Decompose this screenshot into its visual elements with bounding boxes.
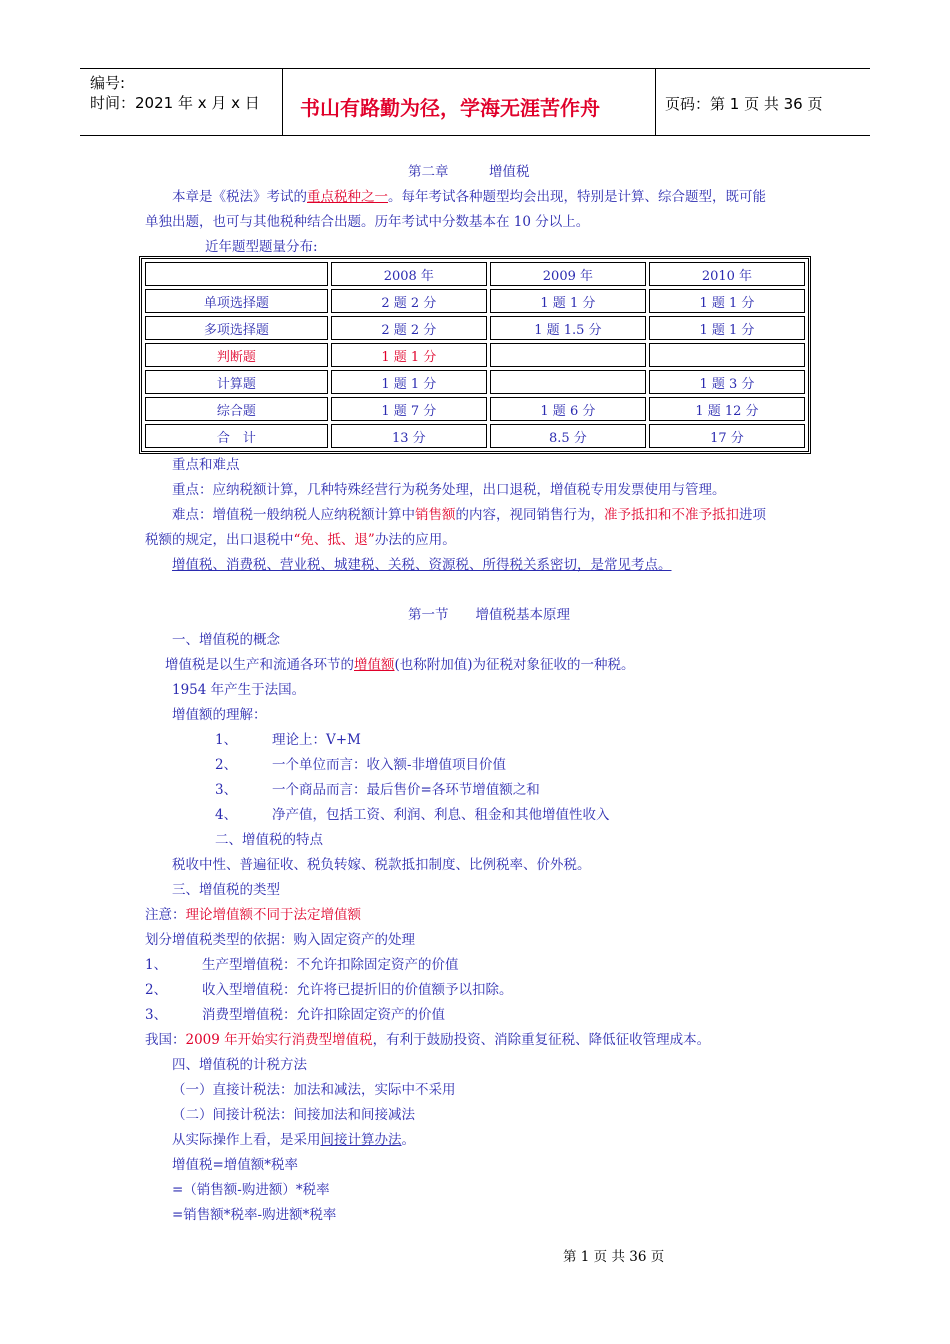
subsection-1-heading: 一、增值税的概念: [172, 632, 280, 648]
china-policy: [145, 1031, 710, 1049]
note-text: 理论增值额不同于法定增值额: [185, 907, 361, 923]
understand-label: 增值额的理解：: [172, 707, 267, 723]
intro-text-a: 本章是《税法》考试的: [172, 189, 307, 205]
practice-line: [172, 1131, 415, 1149]
table-cell: [490, 343, 646, 367]
def-text-a: 增值税是以生产和流通各环节的: [165, 657, 354, 673]
header-number-label: 编号:: [90, 74, 126, 92]
list-item-text: 理论上：V+M: [272, 732, 361, 748]
distribution-label: 近年题型题量分布:: [205, 239, 318, 255]
method-indirect: （二）间接计税法：间接加法和间接减法: [172, 1107, 415, 1123]
intro-highlight: 重点税种之一: [307, 189, 388, 205]
difficult-red-2: 准予抵扣和不准予抵扣: [604, 507, 739, 523]
list-item-num: 1、: [215, 732, 238, 748]
header-divider-2: [655, 68, 656, 136]
table-row: [145, 289, 805, 313]
difficult-red-1: 销售额: [415, 507, 456, 523]
subsection-3-heading: 三、增值税的类型: [172, 882, 280, 898]
formula-2: =（销售额-购进额）*税率: [172, 1182, 330, 1198]
type-text: 收入型增值税：允许将已提折旧的价值额予以扣除。: [202, 982, 513, 998]
table-header-cell: [145, 262, 328, 286]
china-highlight: 2009 年开始实行消费型增值税: [185, 1032, 373, 1048]
difficult-text-e: 办法的应用。: [374, 532, 456, 548]
table-cell: 合 计: [145, 424, 328, 448]
table-cell: 2 题 2 分: [331, 316, 487, 340]
vat-features: 税收中性、普遍征收、税负转嫁、税款抵扣制度、比例税率、价外税。: [172, 857, 591, 873]
table-cell: 1 题 12 分: [649, 397, 805, 421]
formula-1: 增值税=增值额*税率: [172, 1157, 299, 1173]
header-page-info: 页码：第 1 页 共 36 页: [665, 95, 823, 113]
table-cell: 1 题 1 分: [649, 316, 805, 340]
question-distribution-table: [139, 256, 811, 454]
table-row: [145, 370, 805, 394]
table-header-cell: 2009 年: [490, 262, 646, 286]
list-item-num: 2、: [215, 757, 238, 773]
table-cell: 1 题 1 分: [331, 370, 487, 394]
difficult-text-b: 的内容，视同销售行为，: [455, 507, 604, 523]
table-cell: 1 题 6 分: [490, 397, 646, 421]
table-cell: 1 题 1.5 分: [490, 316, 646, 340]
table-cell: 1 题 3 分: [649, 370, 805, 394]
table-row: [145, 316, 805, 340]
table-cell: 2 题 2 分: [331, 289, 487, 313]
header-divider-1: [282, 68, 283, 136]
table-cell: [649, 343, 805, 367]
list-item-text: 净产值，包括工资、利润、利息、租金和其他增值性收入: [272, 807, 610, 823]
table-row: [145, 343, 805, 367]
method-direct: （一）直接计税法：加法和减法，实际中不采用: [172, 1082, 456, 1098]
type-text: 生产型增值税：不允许扣除固定资产的价值: [202, 957, 459, 973]
table-cell: 多项选择题: [145, 316, 328, 340]
table-cell: 综合题: [145, 397, 328, 421]
difficult-line2: [145, 531, 456, 549]
table-header-row: [145, 262, 805, 286]
difficult-text-d: 税额的规定，出口退税中: [145, 532, 294, 548]
header-time-label: 时间：2021 年 x 月 x 日: [90, 94, 260, 112]
intro-text-b: 。每年考试各种题型均会出现，特别是计算、综合题型，既可能: [388, 189, 766, 205]
type-num: 2、: [145, 982, 168, 998]
list-item-text: 一个商品而言：最后售价=各环节增值额之和: [272, 782, 540, 798]
subsection-4-heading: 四、增值税的计税方法: [172, 1057, 307, 1073]
table-row: [145, 424, 805, 448]
table-cell: 1 题 1 分: [649, 289, 805, 313]
type-basis: 划分增值税类型的依据：购入固定资产的处理: [145, 932, 415, 948]
vat-definition: [165, 656, 635, 674]
table-cell: 判断题: [145, 343, 328, 367]
section-title: 第一节 增值税基本原理: [408, 607, 570, 623]
table-cell: 13 分: [331, 424, 487, 448]
practice-text-a: 从实际操作上看，是采用: [172, 1132, 321, 1148]
header-bottom-rule: [80, 135, 870, 136]
list-item-text: 一个单位而言：收入额-非增值项目价值: [272, 757, 507, 773]
table-cell: 1 题 1 分: [490, 289, 646, 313]
def-text-b: (也称附加值)为征税对象征收的一种税。: [394, 657, 635, 673]
difficult-red-3: “免、抵、退”: [293, 532, 375, 548]
page-footer: 第 1 页 共 36 页: [563, 1249, 665, 1265]
key-points: 重点：应纳税额计算，几种特殊经营行为税务处理，出口退税，增值税专用发票使用与管理。: [172, 482, 726, 498]
china-text: ，有利于鼓励投资、消除重复征税、降低征收管理成本。: [372, 1032, 711, 1048]
type-num: 3、: [145, 1007, 168, 1023]
china-label: 我国：: [145, 1032, 186, 1048]
practice-text-b: 。: [401, 1132, 415, 1148]
difficult-text-c: 进项: [739, 507, 766, 523]
type-text: 消费型增值税：允许扣除固定资产的价值: [202, 1007, 445, 1023]
note-line: [145, 906, 361, 924]
header-motto: 书山有路勤为径，学海无涯苦作舟: [300, 96, 600, 120]
difficult-line1: [172, 506, 766, 524]
type-num: 1、: [145, 957, 168, 973]
table-cell: 1 题 7 分: [331, 397, 487, 421]
vat-origin: 1954 年产生于法国。: [172, 682, 306, 698]
def-highlight: 增值额: [354, 657, 395, 673]
table-cell: 17 分: [649, 424, 805, 448]
table-row: [145, 397, 805, 421]
table-header-cell: 2008 年: [331, 262, 487, 286]
table-cell: 1 题 1 分: [331, 343, 487, 367]
list-item-num: 3、: [215, 782, 238, 798]
intro-paragraph-line2: 单独出题，也可与其他税种结合出题。历年考试中分数基本在 10 分以上。: [145, 214, 590, 230]
table-cell: 8.5 分: [490, 424, 646, 448]
key-title: 重点和难点: [172, 457, 240, 473]
formula-3: =销售额*税率-购进额*税率: [172, 1207, 337, 1223]
related-taxes-note: 增值税、消费税、营业税、城建税、关税、资源税、所得税关系密切，是常见考点。: [172, 557, 672, 573]
table-cell: [490, 370, 646, 394]
subsection-2-heading: 二、增值税的特点: [215, 832, 323, 848]
table-cell: 计算题: [145, 370, 328, 394]
header-top-rule: [80, 68, 870, 69]
difficult-text-a: 难点：增值税一般纳税人应纳税额计算中: [172, 507, 415, 523]
practice-highlight: 间接计算办法: [320, 1132, 402, 1148]
table-header-cell: 2010 年: [649, 262, 805, 286]
list-item-num: 4、: [215, 807, 238, 823]
note-label: 注意：: [145, 907, 186, 923]
table-cell: 单项选择题: [145, 289, 328, 313]
intro-paragraph-line1: [172, 188, 766, 206]
chapter-title: 第二章 增值税: [408, 164, 530, 180]
